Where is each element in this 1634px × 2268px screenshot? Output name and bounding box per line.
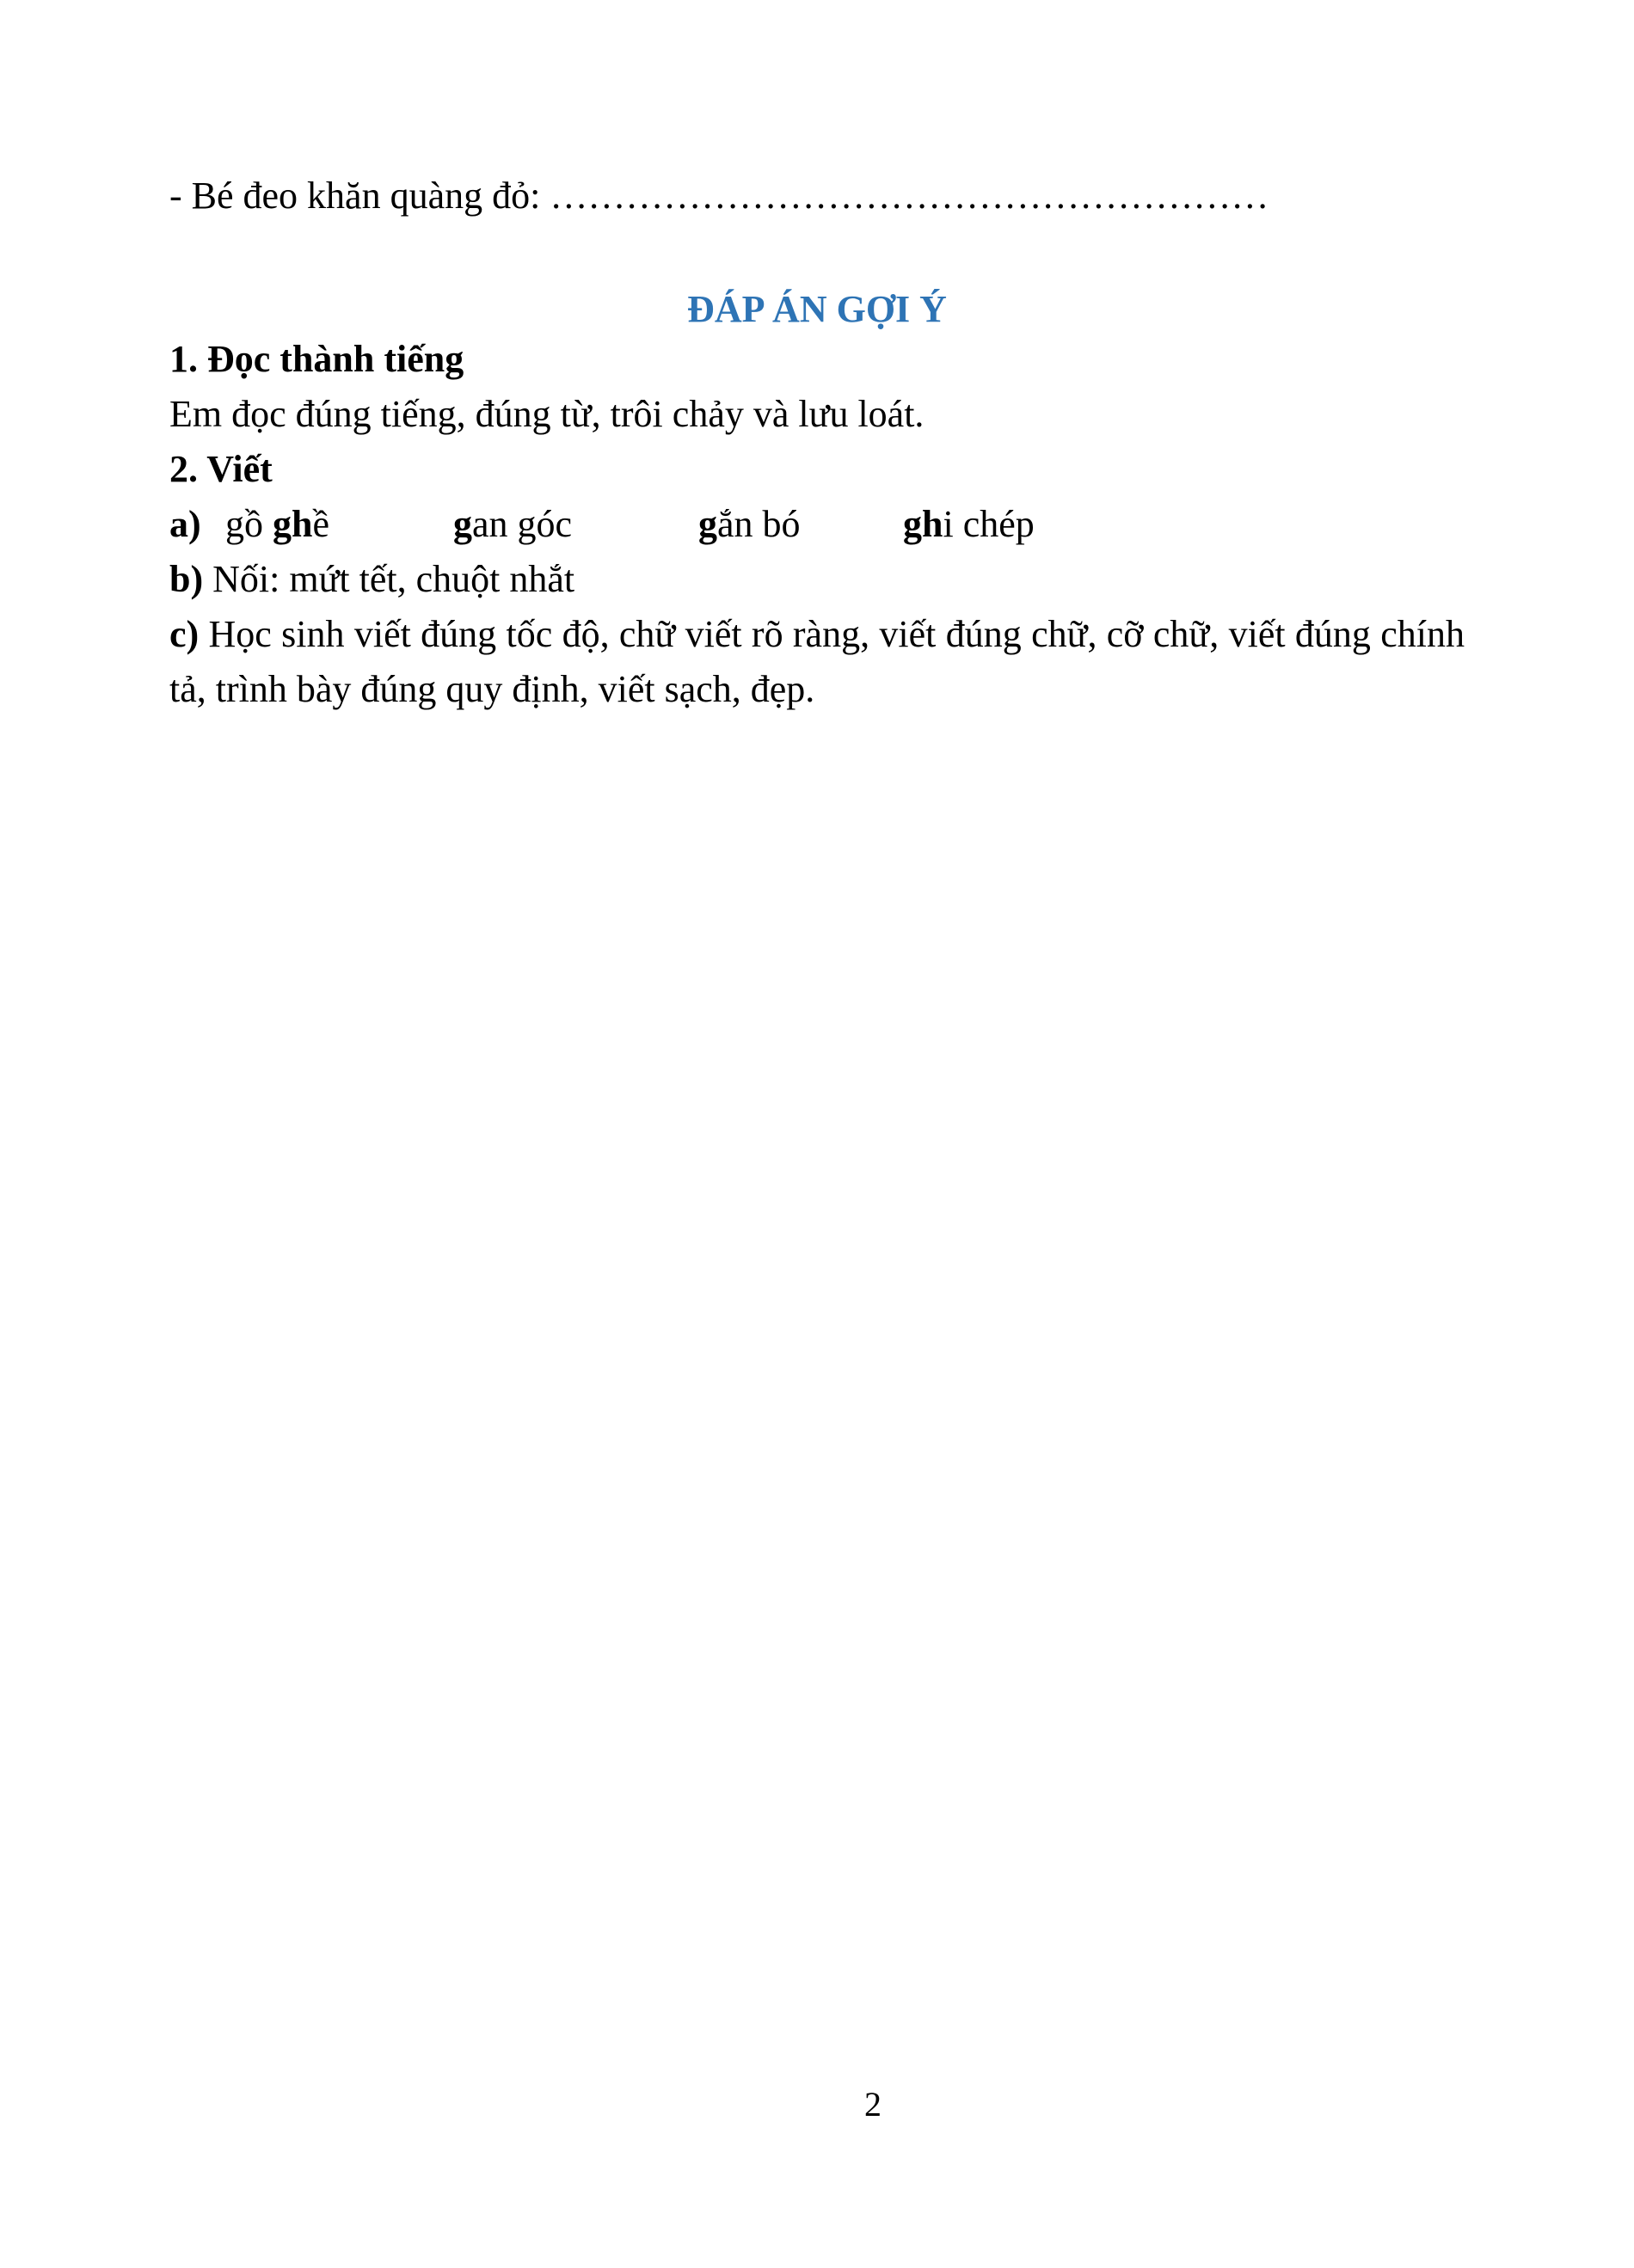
section1-body: Em đọc đúng tiếng, đúng từ, trôi chảy và lưu loát. (169, 393, 924, 435)
section1-title: 1. Đọc thành tiếng (169, 338, 464, 380)
part-a-word-2: gan góc (453, 503, 573, 545)
answer-heading: ĐÁP ÁN GỢI Ý (687, 288, 947, 330)
section2-title: 2. Viết (169, 448, 273, 490)
part-a-word-3: gắn bó (698, 503, 801, 545)
part-c-paragraph (169, 607, 1465, 717)
part-b-marker: b) (169, 558, 204, 600)
part-c-text: Học sinh viết đúng tốc độ, chữ viết rõ ràng, viết đúng chữ, cỡ chữ, viết đúng chính tả, trình bày đúng quy định, viết sạch, đẹp. (169, 613, 1465, 710)
part-b-text: Nối: mứt tết, chuột nhắt (212, 558, 575, 600)
part-b-line (169, 552, 574, 607)
part-a-word-1: gồ ghề (225, 503, 330, 545)
page-number: 2 (864, 2085, 882, 2124)
part-c-marker: c) (169, 613, 200, 655)
part-a-word-4: ghi chép (903, 503, 1035, 545)
prompt-line: - Bé đeo khăn quàng đỏ: ………………………………………………… (169, 175, 1269, 217)
part-a-row (169, 497, 1465, 552)
part-a-marker: a) (169, 503, 201, 545)
